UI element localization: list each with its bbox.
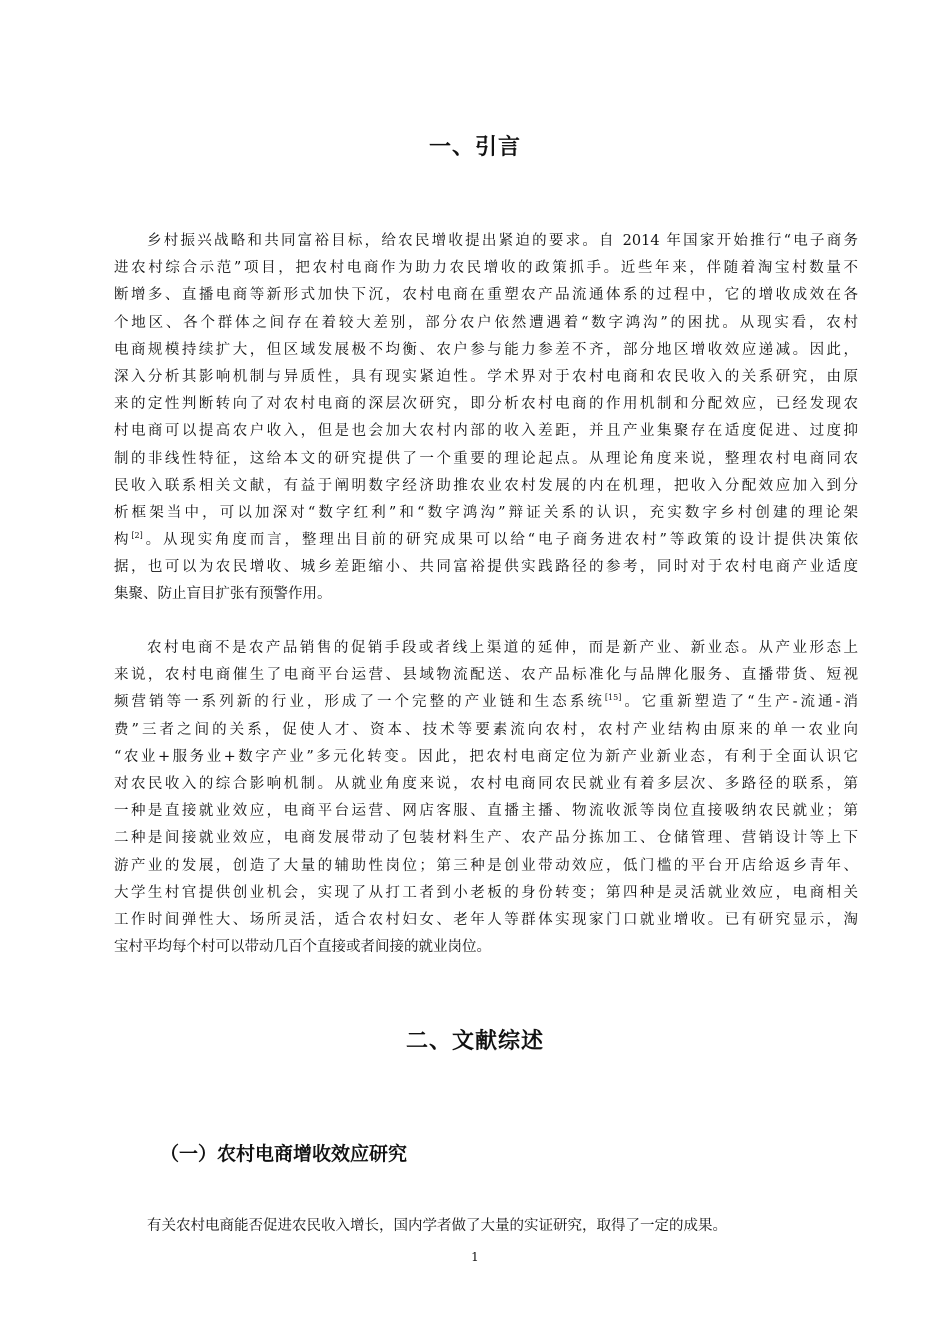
- text-line: 集聚、防止盲目扩张有预警作用。: [114, 586, 332, 603]
- text-line: 大学生村官提供创业机会，实现了从打工者到小老板的身份转变；第四种是灵活就业效应，电商相关: [114, 884, 858, 901]
- text-fragment: 构: [114, 532, 132, 549]
- text-line: 来说，农村电商催生了电商平台运营、县域物流配送、农产品标准化与品牌化服务、直播带货、短视: [114, 667, 858, 684]
- text-line: 农村电商不是农产品销售的促销手段或者线上渠道的延伸，而是新产业、新业态。从产业形态上: [147, 640, 858, 656]
- page-number: 1: [471, 1250, 479, 1264]
- citation-marker: [15]: [604, 693, 622, 703]
- text-line: 个地区、各个群体之间存在着较大差别，部分农户依然遭遇着“数字鸿沟”的困扰。从现实看，农村: [114, 314, 858, 331]
- text-line: [114, 689, 858, 716]
- text-line: 宝村平均每个村可以带动几百个直接或者间接的就业岗位。: [114, 939, 491, 956]
- text-line: 有关农村电商能否促进农民收入增长，国内学者做了大量的实证研究，取得了一定的成果。: [147, 1218, 727, 1234]
- text-line: 费”三者之间的关系，促使人才、资本、技术等要素流向农村，农村产业结构由原来的单一农业向: [114, 721, 858, 738]
- text-line: 断增多、直播电商等新形式加快下沉，农村电商在重塑农产品流通体系的过程中，它的增收成效在各: [114, 287, 858, 304]
- citation-marker: [2]: [131, 531, 143, 541]
- text-line: 析框架当中，可以加深对“数字红利”和“数字鸿沟”辩证关系的认识，充实数字乡村创建的理论架: [114, 504, 858, 521]
- section-1-heading: 一、引言: [428, 135, 521, 160]
- text-line: “农业+服务业+数字产业”多元化转变。因此，把农村电商定位为新产业新业态，有利于全面认识它: [114, 748, 858, 765]
- text-line: 进农村综合示范”项目，把农村电商作为助力农民增收的政策抓手。近些年来，伴随着淘宝村数量不: [114, 260, 858, 277]
- text-line: 民收入联系相关文献，有益于阐明数字经济助推农业农村发展的内在机理，把收入分配效应加入到分: [114, 477, 858, 494]
- intro-paragraph-2: [114, 635, 858, 961]
- text-line: 电商规模持续扩大，但区域发展极不均衡、农户参与能力参差不齐，部分地区增收效应递减。因此，: [114, 341, 858, 358]
- text-fragment: 。它重新塑造了“生产-流通-消: [621, 694, 858, 711]
- text-line: 村电商可以提高农户收入，但是也会加大农村内部的收入差距，并且产业集聚存在适度促进、过度抑: [114, 423, 858, 440]
- text-line: [114, 527, 858, 554]
- text-line: 制的非线性特征，这给本文的研究提供了一个重要的理论起点。从理论角度来说，整理农村电商同农: [114, 450, 858, 467]
- literature-paragraph-1: [114, 1213, 858, 1240]
- text-fragment: 频营销等一系列新的行业，形成了一个完整的产业链和生态系统: [114, 694, 605, 711]
- text-line: 对农民收入的综合影响机制。从就业角度来说，农村电商同农民就业有着多层次、多路径的联系，第: [114, 775, 858, 792]
- text-line: 游产业的发展，创造了大量的辅助性岗位；第三种是创业带动效应，低门槛的平台开店给返乡青年、: [114, 857, 858, 874]
- text-line: 深入分析其影响机制与异质性，具有现实紧迫性。学术界对于农村电商和农民收入的关系研究，由原: [114, 368, 858, 385]
- text-fragment: 。从现实角度而言，整理出目前的研究成果可以给“电子商务进农村”等政策的设计提供决策依: [142, 532, 859, 549]
- subsection-heading: （一）农村电商增收效应研究: [160, 1143, 408, 1165]
- section-2-heading: 二、文献综述: [405, 1029, 544, 1054]
- text-line: 来的定性判断转向了对农村电商的深层次研究，即分析农村电商的作用机制和分配效应，已经发现农: [114, 396, 858, 413]
- text-line: 乡村振兴战略和共同富裕目标，给农民增收提出紧迫的要求。自 2014 年国家开始推行“电子商务: [147, 233, 858, 249]
- intro-paragraph-1: [114, 228, 858, 609]
- text-line: 据，也可以为农民增收、城乡差距缩小、共同富裕提供实践路径的参考，同时对于农村电商产业适度: [114, 559, 858, 576]
- text-line: 一种是直接就业效应，电商平台运营、网店客服、直播主播、物流收派等岗位直接吸纳农民就业；第: [114, 803, 858, 820]
- text-line: 工作时间弹性大、场所灵活，适合农村妇女、老年人等群体实现家门口就业增收。已有研究显示，淘: [114, 911, 858, 928]
- text-line: 二种是间接就业效应，电商发展带动了包装材料生产、农产品分拣加工、仓储管理、营销设计等上下: [114, 830, 858, 847]
